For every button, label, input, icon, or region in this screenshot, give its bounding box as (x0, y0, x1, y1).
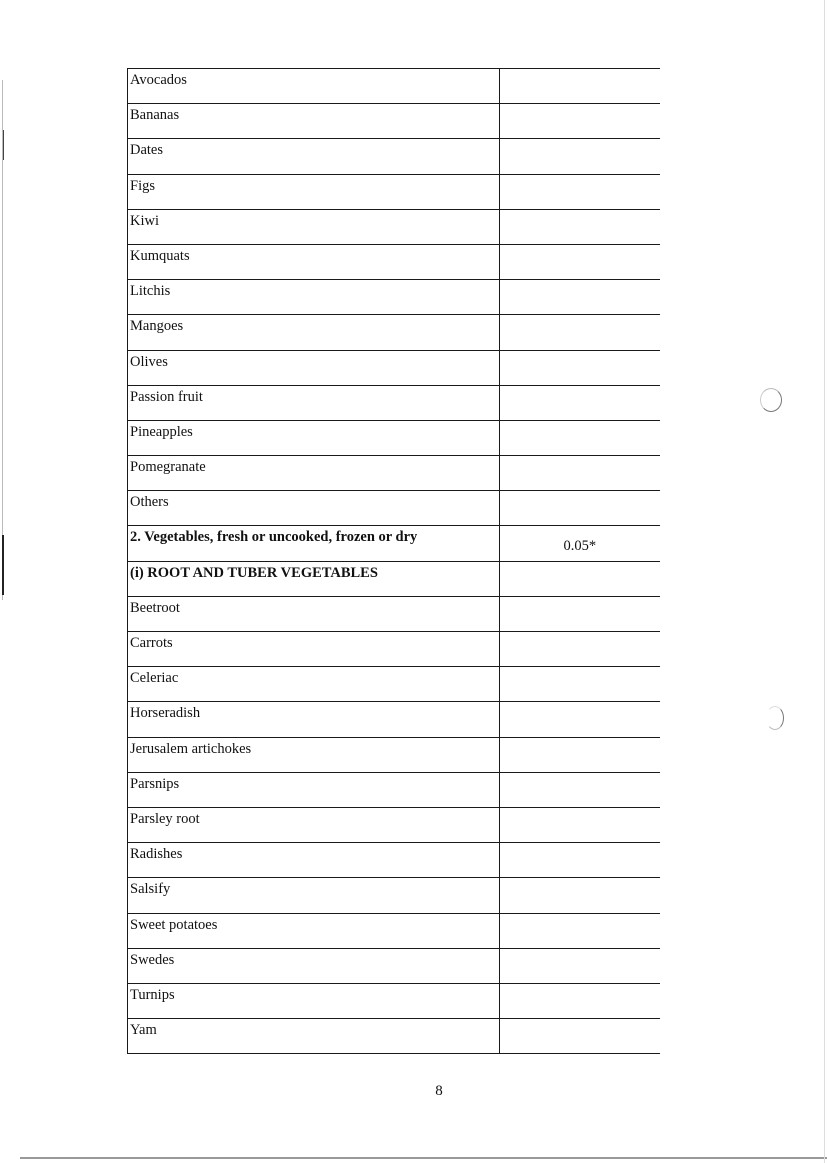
scan-edge-line (824, 0, 825, 1163)
mrl-value-cell (500, 948, 660, 983)
table-row (128, 139, 660, 174)
mrl-value-cell (500, 913, 660, 948)
mrl-value-cell (500, 667, 660, 702)
mrl-value-cell (500, 280, 660, 315)
product-name-cell: Beetroot (128, 596, 500, 631)
mrl-value-cell (500, 702, 660, 737)
mrl-value-cell (500, 983, 660, 1018)
product-name-cell: Olives (128, 350, 500, 385)
scan-edge-mark (2, 535, 4, 595)
mrl-value-cell (500, 104, 660, 139)
mrl-value-cell (500, 843, 660, 878)
product-name-cell: Parsnips (128, 772, 500, 807)
table-row (128, 280, 660, 315)
product-name-cell: Dates (128, 139, 500, 174)
product-name-cell: Mangoes (128, 315, 500, 350)
mrl-value-cell (500, 1019, 660, 1054)
mrl-value-cell (500, 632, 660, 667)
product-name-cell: Pomegranate (128, 456, 500, 491)
section-heading-row (128, 526, 660, 561)
mrl-value-cell (500, 737, 660, 772)
product-name-cell: Passion fruit (128, 385, 500, 420)
table-row (128, 385, 660, 420)
product-name-cell: Salsify (128, 878, 500, 913)
mrl-value-cell (500, 315, 660, 350)
scan-edge-line (20, 1157, 827, 1159)
product-name-cell: Celeriac (128, 667, 500, 702)
table-row (128, 843, 660, 878)
table-row (128, 1019, 660, 1054)
product-name-cell: Litchis (128, 280, 500, 315)
section-heading-cell: 2. Vegetables, fresh or uncooked, frozen or dry (128, 526, 500, 561)
table-row (128, 456, 660, 491)
product-name-cell: Figs (128, 174, 500, 209)
table-row (128, 69, 660, 104)
mrl-value-cell (500, 596, 660, 631)
product-name-cell: Turnips (128, 983, 500, 1018)
table-row (128, 350, 660, 385)
mrl-value-cell (500, 385, 660, 420)
mrl-value-cell (500, 69, 660, 104)
table-row (128, 420, 660, 455)
table-row (128, 702, 660, 737)
table-row (128, 174, 660, 209)
product-name-cell: Horseradish (128, 702, 500, 737)
table-row (128, 491, 660, 526)
table-row (128, 913, 660, 948)
mrl-value-cell (500, 244, 660, 279)
product-name-cell: Others (128, 491, 500, 526)
mrl-value-cell (500, 209, 660, 244)
mrl-value-cell (500, 491, 660, 526)
subsection-heading-cell: (i) ROOT AND TUBER VEGETABLES (128, 561, 500, 596)
punch-hole-mark (760, 388, 782, 412)
table-row (128, 983, 660, 1018)
mrl-value-cell (500, 139, 660, 174)
product-name-cell: Kumquats (128, 244, 500, 279)
product-name-cell: Carrots (128, 632, 500, 667)
product-name-cell: Swedes (128, 948, 500, 983)
table-row (128, 807, 660, 842)
table-row (128, 596, 660, 631)
product-name-cell: Jerusalem artichokes (128, 737, 500, 772)
scan-edge-mark (3, 130, 4, 160)
residue-limits-table (127, 68, 660, 1054)
table-row (128, 244, 660, 279)
mrl-value-cell (500, 456, 660, 491)
table-row (128, 948, 660, 983)
product-name-cell: Pineapples (128, 420, 500, 455)
product-name-cell: Avocados (128, 69, 500, 104)
table-row (128, 209, 660, 244)
mrl-value-cell (500, 772, 660, 807)
punch-hole-mark (766, 706, 784, 730)
table-body (128, 69, 660, 1054)
mrl-value-cell (500, 561, 660, 596)
mrl-value-cell (500, 350, 660, 385)
mrl-value-cell (500, 878, 660, 913)
product-name-cell: Parsley root (128, 807, 500, 842)
table-row (128, 737, 660, 772)
product-name-cell: Bananas (128, 104, 500, 139)
product-name-cell: Kiwi (128, 209, 500, 244)
mrl-value-cell (500, 174, 660, 209)
product-name-cell: Radishes (128, 843, 500, 878)
product-name-cell: Yam (128, 1019, 500, 1054)
table-row (128, 632, 660, 667)
mrl-value-cell (500, 807, 660, 842)
table-row (128, 772, 660, 807)
table-row (128, 667, 660, 702)
table-row (128, 104, 660, 139)
mrl-value-cell (500, 420, 660, 455)
table-row (128, 878, 660, 913)
page-number: 8 (435, 1083, 443, 1099)
subsection-heading-row (128, 561, 660, 596)
table-row (128, 315, 660, 350)
product-name-cell: Sweet potatoes (128, 913, 500, 948)
mrl-value-cell: 0.05* (500, 526, 660, 561)
